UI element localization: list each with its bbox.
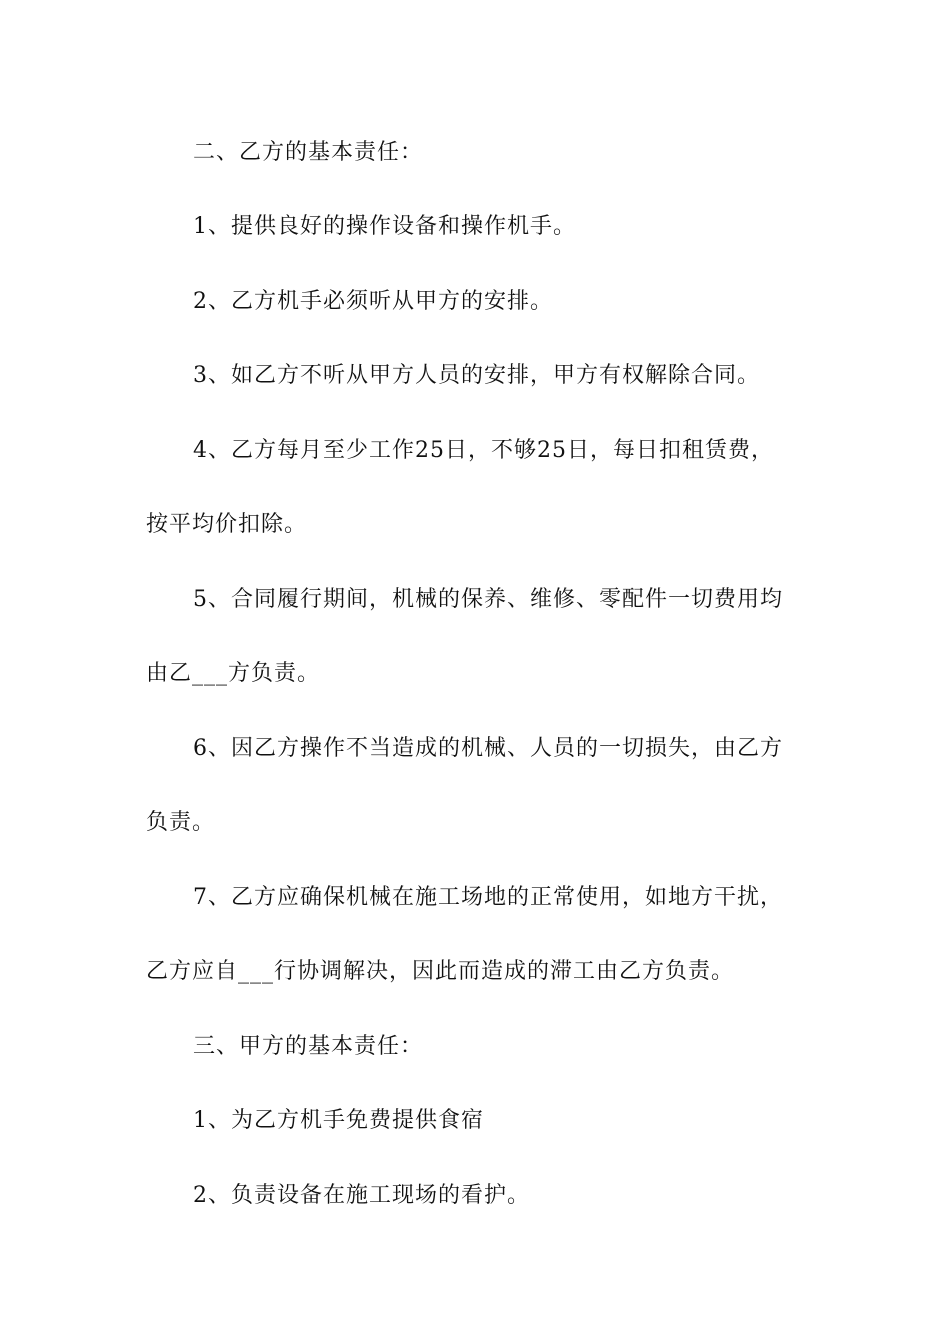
paragraph-line: 5、合同履行期间，机械的保养、维修、零配件一切费用均 <box>193 587 783 612</box>
paragraph-continuation: 按平均价扣除。 <box>146 512 308 537</box>
paragraph-continuation: 负责。 <box>146 810 216 835</box>
paragraph-continuation: 乙方应自___行协调解决，因此而造成的滞工由乙方负责。 <box>146 959 735 984</box>
paragraph-line: 6、因乙方操作不当造成的机械、人员的一切损失，由乙方 <box>193 736 783 761</box>
section-heading-party-b: 二、乙方的基本责任： <box>193 140 424 165</box>
paragraph-line: 2、乙方机手必须听从甲方的安排。 <box>193 289 553 314</box>
paragraph-continuation: 由乙___方负责。 <box>146 661 321 686</box>
section-heading-party-a: 三、甲方的基本责任： <box>193 1034 424 1059</box>
paragraph-line: 3、如乙方不听从甲方人员的安排，甲方有权解除合同。 <box>193 363 760 388</box>
paragraph-line: 1、为乙方机手免费提供食宿 <box>193 1108 484 1133</box>
paragraph-line: 4、乙方每月至少工作25日，不够25日，每日扣租赁费， <box>193 438 774 463</box>
paragraph-line: 1、提供良好的操作设备和操作机手。 <box>193 214 576 239</box>
paragraph-line: 7、乙方应确保机械在施工场地的正常使用，如地方干扰， <box>193 885 783 910</box>
paragraph-line: 2、负责设备在施工现场的看护。 <box>193 1183 530 1208</box>
